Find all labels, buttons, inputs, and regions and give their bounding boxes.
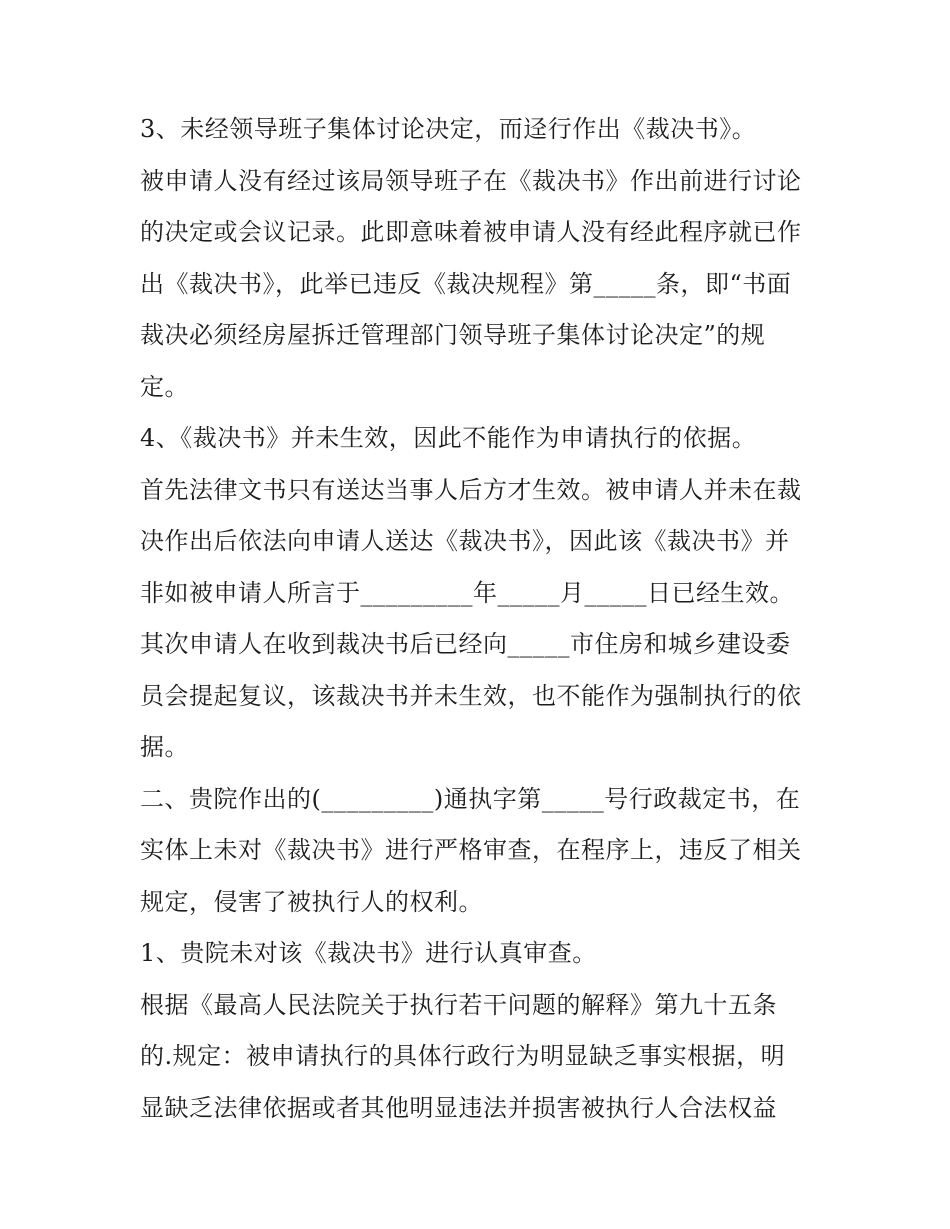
body-line-9: 决作出后依法向申请人送达《裁决书》，因此该《裁决书》并 — [140, 527, 790, 555]
body-line-3: 的决定或会议记录。此即意味着被申请人没有经此程序就已作 — [140, 218, 802, 246]
document-body — [140, 104, 820, 1134]
body-line-18: 根据《最高人民法院关于执行若干问题的解释》第九十五条 — [140, 990, 777, 1019]
body-line-10: 非如被申请人所言于_________年_____月_____日已经生效。 — [140, 578, 794, 607]
body-line-16: 规定，侵害了被执行人的权利。 — [140, 887, 483, 916]
body-line-20: 显缺乏法律依据或者其他明显违法并损害被执行人合法权益 — [140, 1093, 777, 1122]
body-line-1: 3、未经领导班子集体讨论决定，而迳行作出《裁决书》。 — [140, 115, 757, 143]
body-line-17: 1、贵院未对该《裁决书》进行认真审查。 — [140, 939, 597, 967]
body-line-5: 裁决必须经房屋拆迁管理部门领导班子集体讨论决定”的规 — [140, 321, 766, 349]
body-line-15: 实体上未对《裁决书》进行严格审查，在程序上，违反了相关 — [140, 836, 802, 864]
body-line-4: 出《裁决书》，此举已违反《裁决规程》第_____条，即“书面 — [140, 269, 792, 298]
body-line-19: 的.规定：被申请执行的具体行政行为明显缺乏事实根据，明 — [140, 1042, 786, 1070]
body-line-2: 被申请人没有经过该局领导班子在《裁决书》作出前进行讨论 — [140, 166, 802, 195]
body-line-8: 首先法律文书只有送达当事人后方才生效。被申请人并未在裁 — [140, 475, 802, 504]
body-line-11: 其次申请人在收到裁决书后已经向_____市住房和城乡建设委 — [140, 630, 791, 658]
body-line-12: 员会提起复议，该裁决书并未生效，也不能作为强制执行的依 — [140, 681, 802, 710]
body-line-14: 二、贵院作出的(_________)通执字第_____号行政裁定书，在 — [140, 784, 801, 813]
body-line-7: 4、《裁决书》并未生效，因此不能作为申请执行的依据。 — [140, 424, 757, 452]
body-line-6: 定。 — [140, 372, 189, 401]
body-line-13: 据。 — [140, 733, 189, 761]
